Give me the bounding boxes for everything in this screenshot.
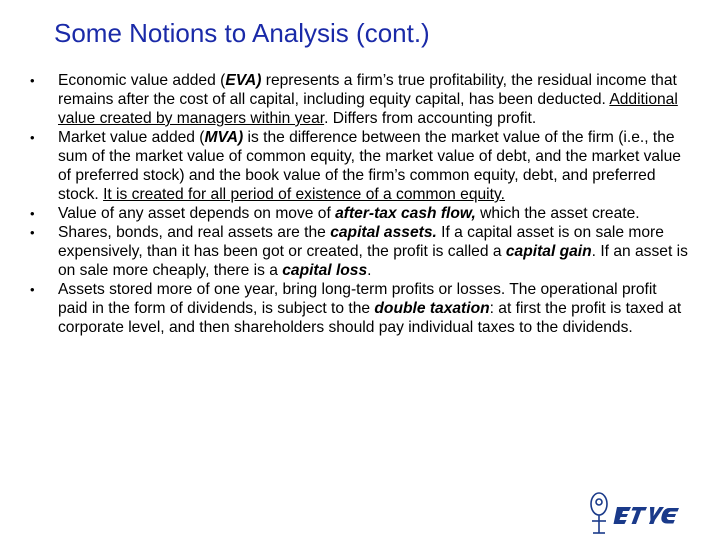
text-run: which the asset create. <box>475 205 640 222</box>
text-run: . If an asset is on sale more cheaply, there is a <box>58 243 688 279</box>
underlined-phrase: It is created for all period of existence of a common equity. <box>103 186 505 203</box>
text-run: Shares, bonds, and real assets are the <box>58 224 331 241</box>
text-run: If a capital asset is on sale more expensively, than it has been got or created, the profit is called a <box>58 224 664 260</box>
text-run: represents a firm’s true profitability, the residual income that remains after the cost of all capital, including equity capital, has been deducted. <box>58 72 677 108</box>
university-emblem-icon <box>575 487 695 537</box>
capital-loss-term: capital loss <box>282 262 368 279</box>
bullet-double-taxation <box>30 280 690 337</box>
capital-gain-term: capital gain <box>505 243 592 260</box>
bullet-mva <box>30 128 690 204</box>
text-run: Market value added ( <box>58 129 205 146</box>
text-run: : at first the profit is taxed at corporate level, and then shareholders should pay individual taxes to the dividends. <box>58 300 682 336</box>
bullet-list <box>30 71 690 337</box>
underlined-phrase: Additional value created by managers within year <box>58 91 678 127</box>
bullet-capital-assets <box>30 223 690 280</box>
bullet-dot: • <box>30 282 35 297</box>
mva-term: MVA) <box>204 129 244 146</box>
text-run: . Differs from accounting profit. <box>324 110 537 127</box>
capital-assets-term: capital assets. <box>330 224 437 241</box>
bullet-dot: • <box>30 73 35 88</box>
text-run: Value of any asset depends on move of <box>58 205 336 222</box>
bullet-asset-value <box>30 204 690 223</box>
after-tax-cash-flow-term: after-tax cash flow, <box>335 205 476 222</box>
bullet-eva <box>30 71 690 128</box>
bullet-dot: • <box>30 206 35 221</box>
eva-term: EVA) <box>225 72 262 89</box>
bullet-dot: • <box>30 225 35 240</box>
text-run: is the difference between the market value of the firm (i.e., the sum of the market value of common equity, the market value of debt, and the market value of preferred stock) and the book value of the firm’s common equity, debt, and preferred stock. <box>58 129 681 203</box>
text-run: . <box>367 262 372 279</box>
double-taxation-term: double taxation <box>374 300 490 317</box>
bullet-dot: • <box>30 130 35 145</box>
slide-title: Some Notions to Analysis (cont.) <box>54 18 430 48</box>
text-run: Economic value added ( <box>58 72 226 89</box>
text-run: Assets stored more of one year, bring long-term profits or losses. The operational profit paid in the form of dividends, is subject to the <box>58 281 657 317</box>
